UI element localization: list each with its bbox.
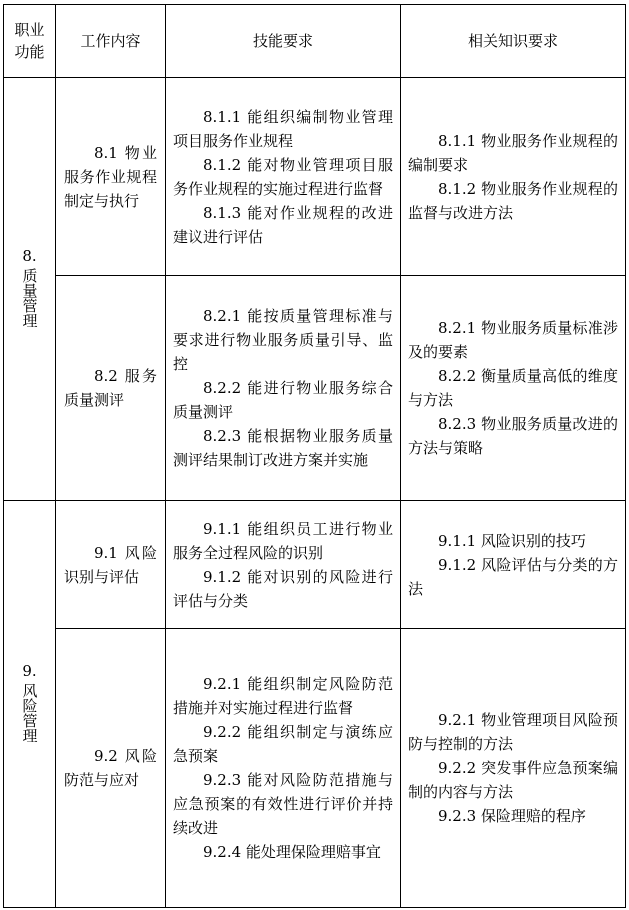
skill-item: 9.1.2 能对识别的风险进行评估与分类 [173, 567, 393, 610]
competency-table [3, 4, 626, 908]
skill-item: 9.2.1 能组织制定风险防范措施并对实施过程进行监督 [173, 675, 393, 717]
work-text: 9.2 风险防范与应对 [64, 747, 157, 789]
knowledge-cell [401, 276, 626, 501]
skill-item: 8.1.3 能对作业规程的改进建议进行评估 [173, 203, 393, 246]
skill-item: 9.2.4 能处理保险理赔事宜 [203, 843, 381, 861]
work-text: 9.1 风险识别与评估 [64, 543, 157, 586]
knowledge-item: 8.2.1 物业服务质量标准涉及的要素 [408, 319, 618, 361]
knowledge-item: 8.1.2 物业服务作业规程的监督与改进方法 [408, 179, 618, 222]
skill-item: 9.2.3 能对风险防范措施与应急预案的有效性进行评价并持续改进 [173, 771, 393, 837]
knowledge-item: 9.1.1 风险识别的技巧 [438, 531, 586, 550]
header-row [4, 5, 626, 78]
knowledge-cell [401, 78, 626, 276]
skill-item: 9.2.2 能组织制定与演练应急预案 [173, 723, 393, 765]
work-cell [56, 629, 166, 908]
knowledge-item: 9.2.1 物业管理项目风险预防与控制的方法 [408, 711, 618, 753]
table-row [4, 629, 626, 908]
work-text: 8.2 服务质量测评 [64, 367, 157, 409]
work-cell [56, 276, 166, 501]
header-skills: 技能要求 [166, 5, 401, 78]
work-text: 8.1 物业服务作业规程制定与执行 [64, 143, 157, 210]
function-cell-quality [4, 78, 56, 501]
skills-cell [166, 629, 401, 908]
header-knowledge: 相关知识要求 [401, 5, 626, 78]
knowledge-item: 8.1.1 物业服务作业规程的编制要求 [408, 131, 618, 174]
header-function [4, 5, 56, 78]
knowledge-item: 8.2.3 物业服务质量改进的方法与策略 [408, 415, 618, 457]
function-number: 8. [22, 246, 37, 265]
header-function-label: 职业功能 [14, 20, 45, 61]
skill-item: 8.1.2 能对物业管理项目服务作业规程的实施过程进行监督 [173, 155, 393, 198]
skills-cell [166, 501, 401, 629]
function-name: 风险管理 [20, 682, 39, 743]
knowledge-item: 9.2.3 保险理赔的程序 [438, 807, 586, 825]
skills-cell [166, 78, 401, 276]
knowledge-item: 9.1.2 风险评估与分类的方法 [408, 555, 618, 598]
knowledge-item: 9.2.2 突发事件应急预案编制的内容与方法 [408, 759, 618, 801]
work-cell [56, 501, 166, 629]
knowledge-cell [401, 629, 626, 908]
knowledge-item: 8.2.2 衡量质量高低的维度与方法 [408, 367, 618, 409]
function-cell-risk [4, 501, 56, 908]
header-work: 工作内容 [56, 5, 166, 78]
skill-item: 8.2.2 能进行物业服务综合质量测评 [173, 379, 393, 421]
knowledge-cell [401, 501, 626, 629]
skill-item: 8.1.1 能组织编制物业管理项目服务作业规程 [173, 107, 393, 150]
function-number: 9. [22, 661, 37, 680]
table-row [4, 501, 626, 629]
skill-item: 9.1.1 能组织员工进行物业服务全过程风险的识别 [173, 519, 393, 562]
skills-cell [166, 276, 401, 501]
skill-item: 8.2.3 能根据物业服务质量测评结果制订改进方案并实施 [173, 427, 393, 469]
table-row [4, 78, 626, 276]
skill-item: 8.2.1 能按质量管理标准与要求进行物业服务质量引导、监控 [173, 307, 393, 373]
work-cell [56, 78, 166, 276]
function-name: 质量管理 [20, 267, 39, 328]
table-row [4, 276, 626, 501]
